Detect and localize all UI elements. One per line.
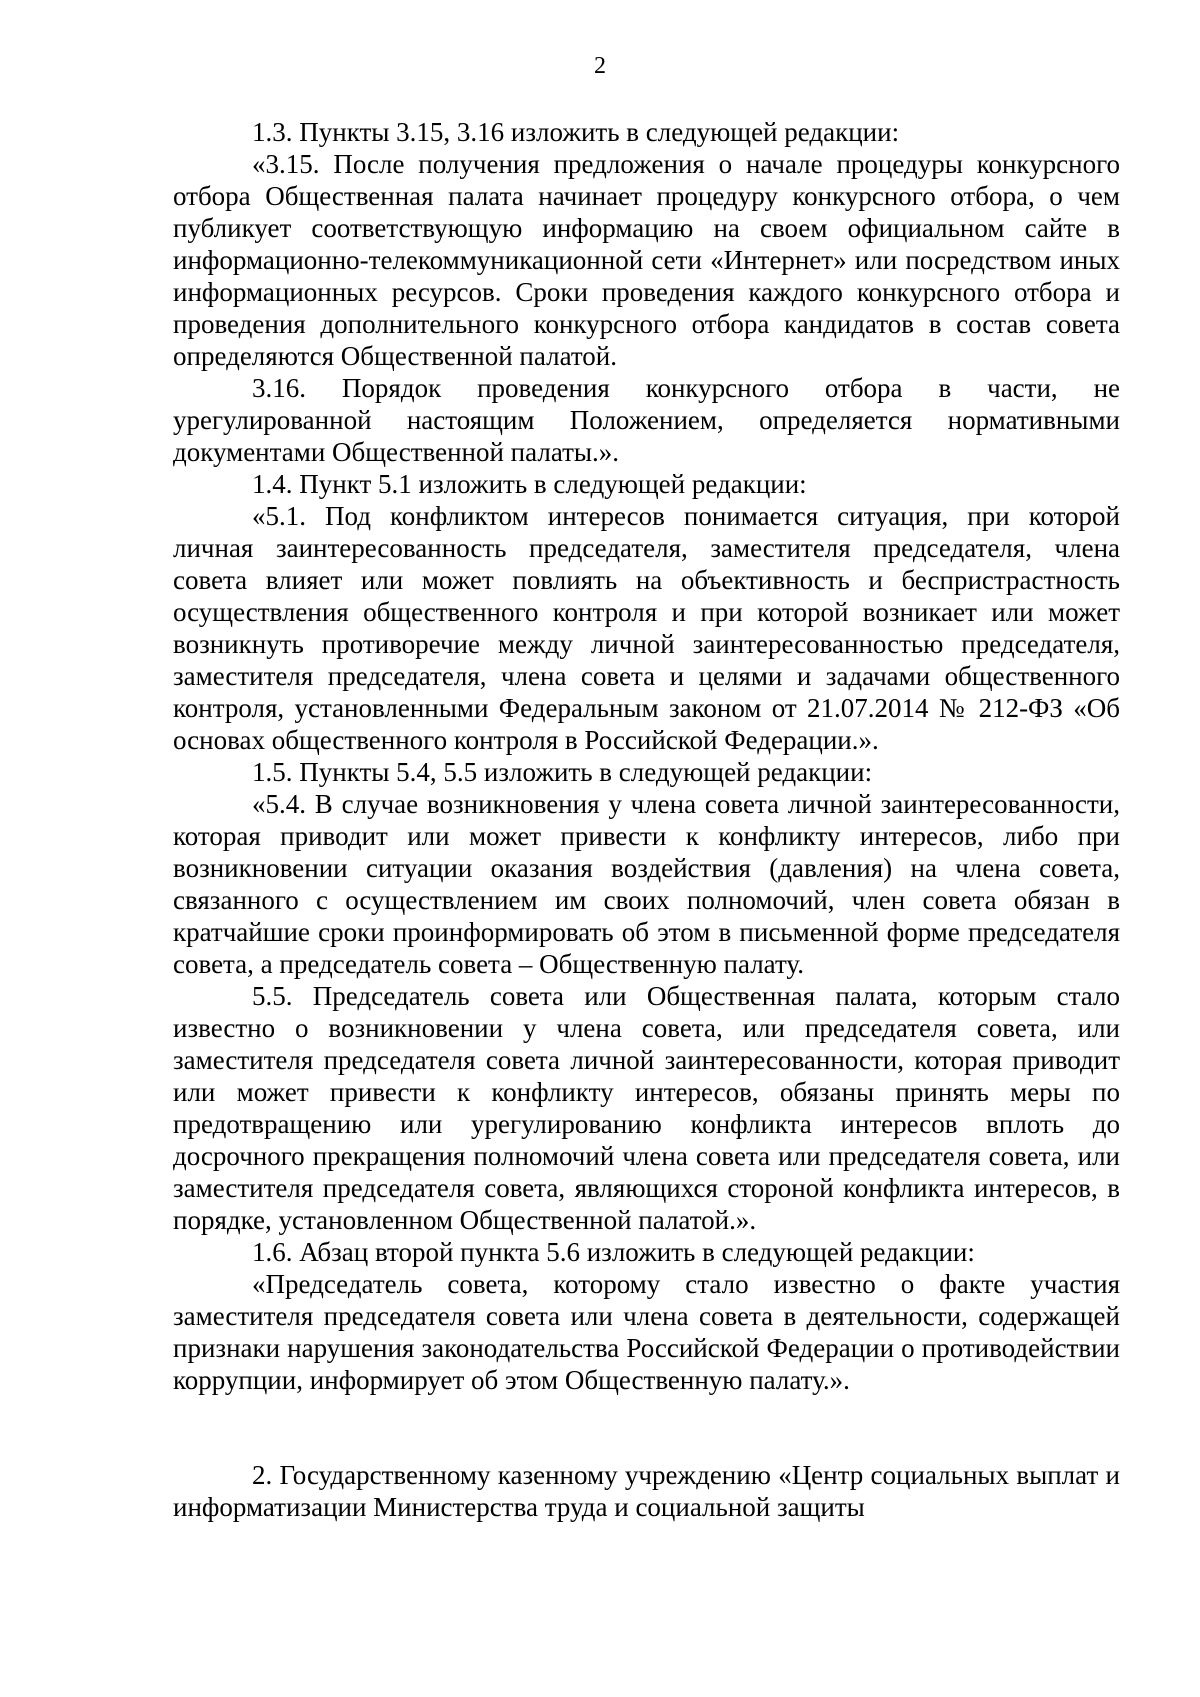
page-number: 2 [594,53,606,79]
paragraph-1-3-heading: 1.3. Пункты 3.15, 3.16 изложить в следующей редакции: [252,117,900,147]
paragraph-1-5-heading: 1.5. Пункты 5.4, 5.5 изложить в следующей редакции: [252,757,873,787]
paragraph-3-16: 3.16. Порядок проведения конкурсного отбора в части, не урегулированной настоящим Положением, определяется нормативными документами Общественной палаты.». [173,373,1120,467]
paragraph-5-5: 5.5. Председатель совета или Общественная палата, которым стало известно о возникновении у члена совета, или председателя совета, или заместителя председателя совета личной заинтересованности, которая приводит или может привести к конфликту интересов, обязаны принять меры по предотвращению или урегулированию конфликта интересов вплоть до досрочного прекращения полномочий члена совета или председателя совета, или заместителя председателя совета, являющихся стороной конфликта интересов, в порядке, установленном Общественной палатой.». [173,981,1120,1235]
paragraph-1-6-heading: 1.6. Абзац второй пункта 5.6 изложить в следующей редакции: [252,1237,975,1267]
paragraph-5-6-text: «Председатель совета, которому стало известно о факте участия заместителя председателя совета или члена совета в деятельности, содержащей признаки нарушения законодательства Российской Федерации о противодействии коррупции, информирует об этом Общественную палату.». [173,1269,1120,1395]
paragraph-5-4: «5.4. В случае возникновения у члена совета личной заинтересованности, которая приводит или может привести к конфликту интересов, либо при возникновении ситуации оказания воздействия (давления) на члена совета, связанного с осуществлением им своих полномочий, член совета обязан в кратчайшие сроки проинформировать об этом в письменной форме председателя совета, а председатель совета – Общественную палату. [173,789,1120,979]
paragraph-5-1: «5.1. Под конфликтом интересов понимается ситуация, при которой личная заинтересованность председателя, заместителя председателя, члена совета влияет или может повлиять на объективность и беспристрастность осуществления общественного контроля и при которой возникает или может возникнуть противоречие между личной заинтересованностью председателя, заместителя председателя, члена совета и целями и задачами общественного контроля, установленными Федеральным законом от 21.07.2014 № 212-ФЗ «Об основах общественного контроля в Российской Федерации.». [173,501,1120,755]
paragraph-2: 2. Государственному казенному учреждению «Центр социальных выплат и информатизации Министерства труда и социальной защиты [173,1460,1120,1522]
document-body [173,116,1120,1523]
paragraph-3-15: «3.15. После получения предложения о начале процедуры конкурсного отбора Общественная палата начинает процедуру конкурсного отбора, о чем публикует соответствующую информацию на своем официальном сайте в информационно-телекоммуникационной сети «Интернет» или посредством иных информационных ресурсов. Сроки проведения каждого конкурсного отбора и проведения дополнительного конкурсного отбора кандидатов в состав совета определяются Общественной палатой. [173,149,1120,371]
paragraph-1-4-heading: 1.4. Пункт 5.1 изложить в следующей редакции: [252,469,807,499]
